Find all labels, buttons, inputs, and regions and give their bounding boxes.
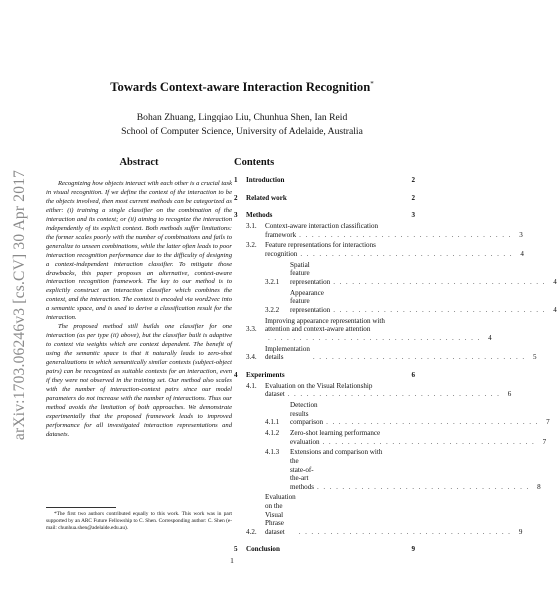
toc-entry-page: 3: [519, 230, 523, 239]
toc-entry[interactable]: [234, 371, 415, 380]
toc-entry-number: 1: [234, 176, 238, 184]
author-list: Bohan Zhuang, Lingqiao Liu, Chunhua Shen, Ian Reid: [136, 112, 348, 123]
toc-entry[interactable]: [234, 176, 415, 185]
toc-entry[interactable]: [234, 288, 557, 315]
toc-entry-title: Related work: [246, 193, 287, 202]
toc-entry-number: 5: [234, 545, 238, 554]
abstract-body: [46, 180, 232, 440]
toc-leader-dots: . . . . . . . . . . . . . . . . . . . . . . . . . . . . . . . . . .: [326, 418, 539, 427]
toc-entry-number: 3.2.: [246, 241, 257, 250]
toc-leader-dots: . . . . . . . . . . . . . . . . . . . . . . . . . . . . . . . . . .: [300, 249, 513, 258]
arxiv-stamp: [9, 140, 31, 470]
toc-leader-dots: . . . . . . . . . . . . . . . . . . . . . . . . . . . . . . . . . .: [287, 390, 501, 399]
toc-leader-dots: . . . . . . . . . . . . . . . . . . . . . . . . . . . . . . . . . .: [299, 230, 512, 239]
toc-leader-dots: . . . . . . . . . . . . . . . . . . . . . . . . . . . . . . . . . .: [312, 353, 526, 362]
toc-entry-number: 4.2.: [246, 527, 257, 536]
toc-entry-number: 3.2.2: [265, 305, 280, 314]
toc-entry-number: 3.1.: [246, 221, 257, 230]
toc-entry-title: Implementation details: [265, 344, 310, 362]
toc-entry-number: 2: [234, 193, 238, 202]
toc-entry-continuation: [234, 390, 512, 399]
footnote-text: *The first two authors contributed equally to this work. This work was in part supported by an ARC Future Fellowship to C. Shen. Corresponding author: C. Shen (e-mail: chunhua.shen@adelaide.edu.au).: [46, 511, 232, 532]
toc-entry-page: 6: [411, 370, 415, 379]
toc-leader-dots: . . . . . . . . . . . . . . . . . . . . . . . . . . . . . . . . . .: [333, 277, 546, 286]
toc-entry-title: Evaluation on the Visual Relationship: [265, 381, 373, 390]
toc-entry-title-cont: recognition: [265, 249, 298, 258]
toc-entry[interactable]: [234, 493, 523, 536]
toc-entry-number: 3.3.: [246, 325, 257, 334]
toc-leader-dots: . . . . . . . . . . . . . . . . . . . . . . . . . . . . . . . . . .: [333, 305, 546, 314]
paper-title-text: Towards Context-aware Interaction Recognition: [110, 80, 371, 95]
toc-entry[interactable]: [234, 222, 415, 231]
toc-entry-number: 3: [234, 211, 238, 220]
toc-entry-title-cont: dataset: [265, 390, 285, 399]
toc-entry-number: 4.1.2: [265, 428, 280, 437]
toc-leader-dots: . . . . . . . . . . . . . . . . . . . . . . . . . . . . . . . . . .: [298, 527, 512, 536]
toc-entry-title: Evaluation on the Visual Phrase dataset: [265, 493, 296, 536]
toc-entry-number: 3.2.1: [265, 277, 280, 286]
toc-leader-dots: . . . . . . . . . . . . . . . . . . . . . . . . . . . . . . . . . .: [317, 482, 530, 491]
toc-entry[interactable]: [234, 317, 415, 334]
toc-entry-page: 7: [546, 418, 550, 427]
toc-entry-title: Experiments: [246, 370, 285, 379]
toc-entry-continuation: [234, 437, 547, 447]
arxiv-stamp-text: arXiv:1703.06246v3 [cs.CV] 30 Apr 2017: [11, 169, 28, 441]
toc-leader-dots: . . . . . . . . . . . . . . . . . . . . . . . . . . . . . . . . . .: [268, 333, 481, 342]
toc-entry-title: Spatial feature representation: [290, 260, 331, 286]
footnote-rule: [46, 507, 116, 508]
toc-entry-title: Methods: [246, 211, 273, 220]
toc-entry-number: 4.1.1: [265, 418, 280, 427]
toc-entry-title: Introduction: [246, 176, 285, 184]
toc-entry[interactable]: [234, 400, 550, 427]
toc-entry-page: 2: [411, 176, 415, 184]
toc-entry[interactable]: [234, 260, 557, 287]
toc-entry-title: Feature representations for interactions: [265, 241, 376, 250]
page-number: 1: [230, 556, 234, 565]
toc-entry-page: 6: [507, 390, 512, 399]
toc-entry-page: 7: [542, 437, 547, 446]
toc-entry-title: Detection results comparison: [290, 400, 324, 427]
abstract-paragraph: Recognizing how objects interact with each other is a crucial task in visual recognition. If we define the context of the interaction to be the objects involved, then most current methods can be categorized as either: (i) training a single classifier on the combination of the interaction and its context; or (ii) aiming to recognize the interaction independently of its explicit context. Both methods suffer limitations: the former scales poorly with the number of combinations and fails to generalize to unseen combinations, while the latter often leads to poor interaction recognition performance due to the difficulty of designing a context-independent interaction classifier. To mitigate those drawbacks, this paper proposes an alternative, context-aware interaction recognition framework. The key to our method is to explicitly construct an interaction classifier which combines the context, and the interaction. The context is encoded via word2vec into a semantic space, and is used to derive a classification result for the interaction.: [46, 180, 232, 322]
toc-entry-page: 4: [488, 333, 492, 342]
toc-entry[interactable]: [234, 241, 415, 250]
toc-entry-title: Context-aware interaction classification: [265, 221, 379, 230]
toc-entry-continuation: [234, 230, 523, 240]
toc-entry-title: Appearance feature representation: [290, 288, 331, 314]
toc-entry-continuation: [234, 333, 492, 343]
affiliation: School of Computer Science, University of Adelaide, Australia: [121, 126, 363, 137]
toc-entry[interactable]: [234, 545, 415, 554]
toc-entry-title-cont: the state-of-the-art methods: [290, 456, 315, 491]
toc-entry-title: Zero-shot learning performance: [290, 428, 381, 437]
toc-leader-dots: . . . . . . . . . . . . . . . . . . . . . . . . . . . . . . . . . .: [322, 437, 536, 446]
footnote: [46, 511, 232, 533]
toc-entry-page: 4: [553, 277, 557, 286]
toc-entry[interactable]: [234, 211, 415, 220]
toc-entry-page: 4: [553, 305, 557, 314]
toc-entry-title: Conclusion: [246, 545, 280, 554]
paper-title: [60, 80, 424, 95]
title-footnote-mark: *: [370, 80, 374, 88]
toc-entry[interactable]: [234, 429, 415, 438]
toc-entry-title-cont: evaluation: [290, 437, 320, 446]
toc-entry-number: 4: [234, 370, 238, 379]
toc-entry-number: 3.4.: [246, 353, 257, 362]
table-of-contents: [234, 176, 557, 554]
toc-entry-page: 4: [520, 249, 524, 258]
toc-entry-page: 3: [411, 211, 415, 220]
contents-heading: Contents: [234, 157, 275, 168]
toc-entry-page: 9: [518, 527, 523, 536]
toc-entry-page: 5: [533, 353, 537, 362]
toc-entry[interactable]: [234, 448, 415, 457]
toc-entry-page: 2: [411, 193, 415, 202]
abstract-heading: Abstract: [119, 157, 159, 168]
toc-entry-continuation: [234, 249, 524, 259]
toc-entry[interactable]: [234, 382, 415, 391]
toc-entry[interactable]: [234, 344, 537, 362]
abstract-paragraph: The proposed method still builds one classifier for one interaction (as per type (ii) above), but the classifier built is adaptive to context via weights which are context dependent. The benefit of using the semantic space is that it naturally leads to zero-shot generalizations in which semantically similar contexts (subject-object pairs) can be recognized as suitable contexts for an interaction, even if they were not observed in the training set. Our method also scales with the number of interaction-context pairs since our model parameters do not increase with the number of interactions. Thus our method avoids the limitation of both approaches. We demonstrate experimentally that the proposed framework leads to improved performance for all investigated interaction representations and datasets.: [46, 323, 232, 438]
toc-entry-number: 4.1.: [246, 381, 257, 390]
toc-entry-number: 4.1.3: [265, 448, 280, 457]
toc-entry[interactable]: [234, 194, 415, 203]
toc-entry-title: Extensions and comparison with: [290, 448, 383, 457]
toc-entry-title: Improving appearance representation with attention and context-aware attention: [265, 316, 385, 334]
toc-entry-continuation: [234, 456, 541, 491]
toc-entry-page: 9: [411, 545, 415, 554]
toc-entry-page: 8: [537, 482, 541, 491]
toc-entry-title-cont: framework: [265, 230, 297, 239]
